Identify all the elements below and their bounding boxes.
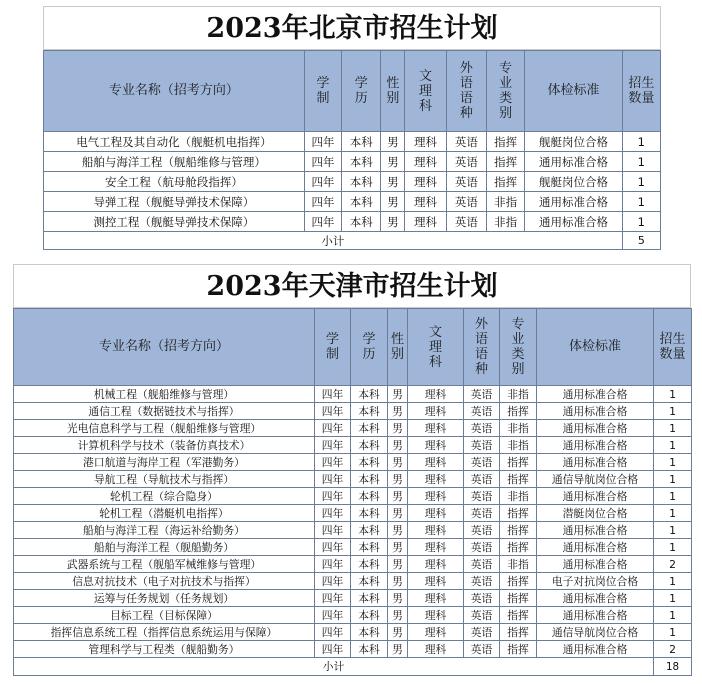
cell-degree: 本科 <box>351 437 388 454</box>
cell-degree: 本科 <box>342 192 381 212</box>
cell-language: 英语 <box>464 539 500 556</box>
cell-gender: 男 <box>388 420 408 437</box>
cell-physical-standard: 通用标准合格 <box>537 539 654 556</box>
cell-physical-standard: 通用标准合格 <box>525 192 622 212</box>
cell-quota: 1 <box>654 403 692 420</box>
cell-quota: 1 <box>622 132 660 152</box>
cell-category: 非指 <box>500 386 537 403</box>
cell-language: 英语 <box>464 590 500 607</box>
cell-language: 英语 <box>464 556 500 573</box>
table-row <box>14 454 692 471</box>
cell-physical-standard: 潜艇岗位合格 <box>537 505 654 522</box>
cell-duration: 四年 <box>304 212 341 232</box>
table-row <box>14 573 692 590</box>
cell-subject: 理科 <box>405 172 446 192</box>
cell-degree: 本科 <box>351 403 388 420</box>
table-row <box>14 420 692 437</box>
cell-quota: 1 <box>622 212 660 232</box>
table-row <box>14 522 692 539</box>
cell-language: 英语 <box>464 471 500 488</box>
cell-gender: 男 <box>388 573 408 590</box>
cell-quota: 1 <box>654 573 692 590</box>
cell-major-name: 指挥信息系统工程（指挥信息系统运用与保障） <box>14 624 315 641</box>
header-degree: 学历 <box>351 309 388 386</box>
cell-degree: 本科 <box>351 539 388 556</box>
cell-subject: 理科 <box>405 212 446 232</box>
cell-duration: 四年 <box>304 192 341 212</box>
table-row <box>44 192 661 212</box>
table-row <box>14 437 692 454</box>
cell-category: 非指 <box>487 212 525 232</box>
header-degree: 学历 <box>342 51 381 132</box>
beijing-plan-section <box>43 6 661 250</box>
cell-language: 英语 <box>464 624 500 641</box>
cell-category: 指挥 <box>500 590 537 607</box>
cell-quota: 1 <box>654 607 692 624</box>
cell-subject: 理科 <box>408 573 464 590</box>
cell-physical-standard: 通用标准合格 <box>537 454 654 471</box>
cell-physical-standard: 通信导航岗位合格 <box>537 624 654 641</box>
header-subject: 文理科 <box>405 51 446 132</box>
cell-category: 指挥 <box>500 471 537 488</box>
cell-duration: 四年 <box>315 539 351 556</box>
cell-language: 英语 <box>446 172 486 192</box>
cell-gender: 男 <box>388 590 408 607</box>
cell-duration: 四年 <box>304 172 341 192</box>
cell-physical-standard: 通用标准合格 <box>537 488 654 505</box>
cell-major-name: 船舶与海洋工程（舰船勤务） <box>14 539 315 556</box>
cell-gender: 男 <box>388 454 408 471</box>
cell-degree: 本科 <box>351 454 388 471</box>
cell-duration: 四年 <box>315 454 351 471</box>
tianjin-plan-section <box>13 264 691 676</box>
cell-gender: 男 <box>381 212 405 232</box>
cell-duration: 四年 <box>315 556 351 573</box>
cell-quota: 1 <box>654 488 692 505</box>
table-row <box>14 641 692 658</box>
table-row <box>14 386 692 403</box>
cell-quota: 1 <box>654 437 692 454</box>
table-row <box>44 152 661 172</box>
header-language: 外语语种 <box>446 51 486 132</box>
cell-language: 英语 <box>464 505 500 522</box>
cell-category: 指挥 <box>500 641 537 658</box>
subtotal-value: 18 <box>654 658 692 676</box>
cell-major-name: 计算机科学与技术（装备仿真技术） <box>14 437 315 454</box>
cell-language: 英语 <box>464 641 500 658</box>
cell-quota: 1 <box>654 624 692 641</box>
cell-category: 指挥 <box>500 624 537 641</box>
cell-major-name: 导航工程（导航技术与指挥） <box>14 471 315 488</box>
cell-language: 英语 <box>464 386 500 403</box>
table-row <box>14 590 692 607</box>
beijing-plan-table <box>43 50 661 250</box>
cell-quota: 2 <box>654 556 692 573</box>
cell-major-name: 通信工程（数据链技术与指挥） <box>14 403 315 420</box>
header-major-name: 专业名称（招考方向） <box>14 309 315 386</box>
cell-language: 英语 <box>464 437 500 454</box>
cell-duration: 四年 <box>315 420 351 437</box>
cell-subject: 理科 <box>408 437 464 454</box>
cell-category: 指挥 <box>500 573 537 590</box>
cell-major-name: 测控工程（舰艇导弹技术保障） <box>44 212 305 232</box>
subtotal-label: 小计 <box>44 232 623 250</box>
cell-physical-standard: 通用标准合格 <box>537 386 654 403</box>
cell-quota: 1 <box>654 505 692 522</box>
cell-gender: 男 <box>381 172 405 192</box>
table-row <box>14 471 692 488</box>
cell-major-name: 船舶与海洋工程（舰船维修与管理） <box>44 152 305 172</box>
cell-quota: 1 <box>622 172 660 192</box>
cell-gender: 男 <box>388 488 408 505</box>
cell-quota: 1 <box>654 522 692 539</box>
cell-physical-standard: 电子对抗岗位合格 <box>537 573 654 590</box>
beijing-header-row <box>44 51 661 132</box>
header-physical-standard: 体检标准 <box>525 51 622 132</box>
cell-category: 指挥 <box>487 152 525 172</box>
cell-degree: 本科 <box>351 607 388 624</box>
cell-major-name: 信息对抗技术（电子对抗技术与指挥） <box>14 573 315 590</box>
cell-duration: 四年 <box>315 573 351 590</box>
cell-category: 指挥 <box>500 607 537 624</box>
cell-major-name: 导弹工程（舰艇导弹技术保障） <box>44 192 305 212</box>
cell-quota: 1 <box>622 192 660 212</box>
cell-subject: 理科 <box>408 624 464 641</box>
cell-category: 指挥 <box>487 132 525 152</box>
cell-degree: 本科 <box>351 505 388 522</box>
subtotal-label: 小计 <box>14 658 654 676</box>
cell-language: 英语 <box>464 522 500 539</box>
cell-duration: 四年 <box>315 488 351 505</box>
cell-subject: 理科 <box>408 590 464 607</box>
cell-gender: 男 <box>388 505 408 522</box>
cell-language: 英语 <box>446 152 486 172</box>
cell-gender: 男 <box>388 471 408 488</box>
cell-degree: 本科 <box>351 488 388 505</box>
beijing-plan-title: 2023年北京市招生计划 <box>43 6 661 50</box>
subtotal-row <box>44 232 661 250</box>
cell-degree: 本科 <box>351 624 388 641</box>
tianjin-header-row <box>14 309 692 386</box>
cell-subject: 理科 <box>408 607 464 624</box>
cell-quota: 1 <box>654 454 692 471</box>
cell-physical-standard: 通用标准合格 <box>537 607 654 624</box>
cell-gender: 男 <box>388 403 408 420</box>
cell-language: 英语 <box>446 132 486 152</box>
cell-category: 指挥 <box>500 539 537 556</box>
cell-language: 英语 <box>464 454 500 471</box>
cell-language: 英语 <box>464 403 500 420</box>
cell-category: 指挥 <box>500 454 537 471</box>
cell-quota: 1 <box>654 420 692 437</box>
cell-subject: 理科 <box>405 152 446 172</box>
header-major-name: 专业名称（招考方向） <box>44 51 305 132</box>
header-category: 专业类别 <box>487 51 525 132</box>
cell-language: 英语 <box>446 192 486 212</box>
cell-gender: 男 <box>388 556 408 573</box>
cell-quota: 1 <box>654 471 692 488</box>
cell-gender: 男 <box>388 607 408 624</box>
cell-degree: 本科 <box>351 420 388 437</box>
cell-duration: 四年 <box>304 132 341 152</box>
cell-degree: 本科 <box>351 522 388 539</box>
header-gender: 性别 <box>388 309 408 386</box>
cell-subject: 理科 <box>408 420 464 437</box>
cell-duration: 四年 <box>315 437 351 454</box>
table-row <box>14 539 692 556</box>
cell-quota: 1 <box>654 590 692 607</box>
cell-language: 英语 <box>464 488 500 505</box>
header-quota: 招生数量 <box>654 309 692 386</box>
cell-duration: 四年 <box>315 522 351 539</box>
header-physical-standard: 体检标准 <box>537 309 654 386</box>
table-row <box>14 624 692 641</box>
cell-gender: 男 <box>388 522 408 539</box>
cell-subject: 理科 <box>408 386 464 403</box>
cell-degree: 本科 <box>342 152 381 172</box>
cell-language: 英语 <box>464 573 500 590</box>
cell-physical-standard: 通用标准合格 <box>525 212 622 232</box>
cell-subject: 理科 <box>408 454 464 471</box>
cell-major-name: 武器系统与工程（舰船军械维修与管理） <box>14 556 315 573</box>
cell-physical-standard: 通用标准合格 <box>537 403 654 420</box>
cell-subject: 理科 <box>408 522 464 539</box>
header-duration: 学制 <box>304 51 341 132</box>
cell-gender: 男 <box>381 192 405 212</box>
cell-degree: 本科 <box>351 556 388 573</box>
cell-category: 非指 <box>500 556 537 573</box>
table-row <box>44 132 661 152</box>
cell-duration: 四年 <box>315 607 351 624</box>
cell-degree: 本科 <box>342 212 381 232</box>
cell-language: 英语 <box>464 420 500 437</box>
cell-major-name: 轮机工程（综合隐身） <box>14 488 315 505</box>
cell-major-name: 管理科学与工程类（舰船勤务） <box>14 641 315 658</box>
cell-duration: 四年 <box>315 403 351 420</box>
cell-major-name: 安全工程（航母舱段指挥） <box>44 172 305 192</box>
subtotal-value: 5 <box>622 232 660 250</box>
cell-category: 指挥 <box>500 403 537 420</box>
cell-major-name: 光电信息科学与工程（舰船维修与管理） <box>14 420 315 437</box>
cell-gender: 男 <box>381 152 405 172</box>
cell-subject: 理科 <box>408 488 464 505</box>
cell-subject: 理科 <box>408 505 464 522</box>
cell-duration: 四年 <box>315 386 351 403</box>
cell-category: 非指 <box>500 437 537 454</box>
header-quota: 招生数量 <box>622 51 660 132</box>
table-row <box>14 505 692 522</box>
cell-major-name: 目标工程（目标保障） <box>14 607 315 624</box>
cell-subject: 理科 <box>408 539 464 556</box>
table-row <box>14 488 692 505</box>
cell-duration: 四年 <box>304 152 341 172</box>
cell-degree: 本科 <box>351 641 388 658</box>
cell-quota: 2 <box>654 641 692 658</box>
cell-physical-standard: 通用标准合格 <box>537 590 654 607</box>
cell-degree: 本科 <box>351 386 388 403</box>
cell-physical-standard: 通信导航岗位合格 <box>537 471 654 488</box>
cell-duration: 四年 <box>315 590 351 607</box>
cell-major-name: 轮机工程（潜艇机电指挥） <box>14 505 315 522</box>
cell-duration: 四年 <box>315 505 351 522</box>
cell-category: 非指 <box>487 192 525 212</box>
cell-quota: 1 <box>622 152 660 172</box>
cell-physical-standard: 舰艇岗位合格 <box>525 172 622 192</box>
header-duration: 学制 <box>315 309 351 386</box>
cell-degree: 本科 <box>342 132 381 152</box>
cell-language: 英语 <box>446 212 486 232</box>
cell-physical-standard: 通用标准合格 <box>525 152 622 172</box>
cell-physical-standard: 通用标准合格 <box>537 522 654 539</box>
header-category: 专业类别 <box>500 309 537 386</box>
cell-physical-standard: 通用标准合格 <box>537 556 654 573</box>
cell-physical-standard: 通用标准合格 <box>537 641 654 658</box>
cell-degree: 本科 <box>342 172 381 192</box>
cell-quota: 1 <box>654 539 692 556</box>
cell-category: 指挥 <box>500 522 537 539</box>
cell-degree: 本科 <box>351 573 388 590</box>
cell-gender: 男 <box>381 132 405 152</box>
cell-major-name: 机械工程（舰船维修与管理） <box>14 386 315 403</box>
tianjin-plan-table <box>13 308 692 676</box>
cell-duration: 四年 <box>315 471 351 488</box>
cell-subject: 理科 <box>408 641 464 658</box>
cell-gender: 男 <box>388 437 408 454</box>
table-row <box>44 212 661 232</box>
table-row <box>44 172 661 192</box>
cell-category: 非指 <box>500 488 537 505</box>
cell-physical-standard: 通用标准合格 <box>537 420 654 437</box>
cell-major-name: 运筹与任务规划（任务规划） <box>14 590 315 607</box>
tianjin-plan-title: 2023年天津市招生计划 <box>13 264 691 308</box>
cell-gender: 男 <box>388 641 408 658</box>
header-gender: 性别 <box>381 51 405 132</box>
cell-major-name: 电气工程及其自动化（舰艇机电指挥） <box>44 132 305 152</box>
cell-subject: 理科 <box>408 471 464 488</box>
cell-gender: 男 <box>388 539 408 556</box>
cell-subject: 理科 <box>405 192 446 212</box>
cell-duration: 四年 <box>315 624 351 641</box>
cell-gender: 男 <box>388 624 408 641</box>
cell-physical-standard: 舰艇岗位合格 <box>525 132 622 152</box>
cell-subject: 理科 <box>405 132 446 152</box>
table-row <box>14 607 692 624</box>
table-row <box>14 403 692 420</box>
cell-duration: 四年 <box>315 641 351 658</box>
cell-category: 指挥 <box>500 505 537 522</box>
subtotal-row <box>14 658 692 676</box>
cell-major-name: 船舶与海洋工程（海运补给勤务） <box>14 522 315 539</box>
cell-category: 指挥 <box>487 172 525 192</box>
cell-language: 英语 <box>464 607 500 624</box>
cell-category: 非指 <box>500 420 537 437</box>
cell-degree: 本科 <box>351 590 388 607</box>
header-subject: 文理科 <box>408 309 464 386</box>
cell-subject: 理科 <box>408 556 464 573</box>
table-row <box>14 556 692 573</box>
cell-major-name: 港口航道与海岸工程（军港勤务） <box>14 454 315 471</box>
cell-degree: 本科 <box>351 471 388 488</box>
cell-physical-standard: 通用标准合格 <box>537 437 654 454</box>
cell-subject: 理科 <box>408 403 464 420</box>
header-language: 外语语种 <box>464 309 500 386</box>
cell-quota: 1 <box>654 386 692 403</box>
cell-gender: 男 <box>388 386 408 403</box>
